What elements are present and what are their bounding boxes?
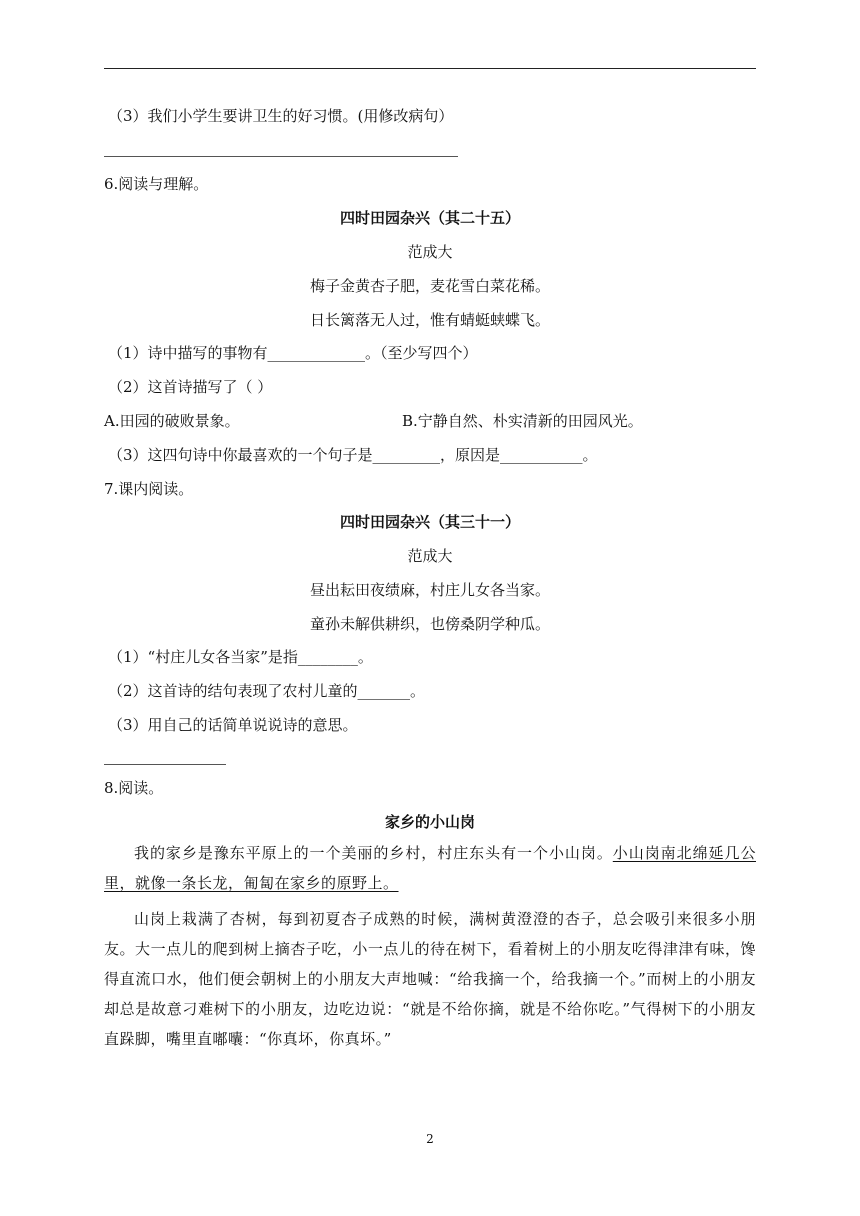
- q6-item-3: （3）这四句诗中你最喜欢的一个句子是_________，原因是___________。: [108, 446, 598, 464]
- q8-heading: 8.阅读。: [104, 779, 164, 797]
- q6-item-1: （1）诗中描写的事物有_____________。（至少写四个）: [108, 344, 478, 362]
- q7-poem-line-2: 童孙未解供耕织，也傍桑阴学种瓜。: [309, 615, 550, 633]
- q7-poem-line-1: 昼出耘田夜绩麻，村庄儿女各当家。: [309, 581, 550, 599]
- q6-heading: 6.阅读与理解。: [104, 175, 209, 193]
- q6-poem-line-1: 梅子金黄杏子肥，麦花雪白菜花稀。: [309, 277, 550, 295]
- page-number: 2: [426, 1132, 434, 1146]
- q8-underlined-sentence: 小山岗南北绵延几公里，就像一条长龙，匍匐在家乡的原野上。: [104, 844, 756, 892]
- q8-paragraph-1: [104, 838, 756, 898]
- q8-paragraph-1-text: 我的家乡是豫东平原上的一个美丽的乡村，村庄东头有一个小山岗。: [134, 844, 613, 862]
- q7-heading: 7.课内阅读。: [104, 480, 194, 498]
- q8-paragraph-2: 山岗上栽满了杏树，每到初夏杏子成熟的时候，满树黄澄澄的杏子，总会吸引来很多小朋友。大一点儿的爬到树上摘杏子吃，小一点儿的待在树下，看着树上的小朋友吃得津津有味，馋得直流口水，他们便会朝树上的小朋友大声地喊：“给我摘一个，给我摘一个。”而树上的小朋友却总是故意刁难树下的小朋友，边吃边说：“就是不给你摘，就是不给你吃。”气得树下的小朋友直跺脚，嘴里直嘟囔：“你真坏，你真坏。”: [104, 910, 756, 1048]
- q7-item-3: （3）用自己的话简单说说诗的意思。: [108, 716, 358, 734]
- q7-poem-title: 四时田园杂兴（其三十一）: [339, 513, 520, 531]
- q5-item-3: （3）我们小学生要讲卫生的好习惯。(用修改病句）: [108, 107, 454, 125]
- answer-blank-line: [104, 764, 226, 765]
- answer-blank-line: [104, 156, 458, 157]
- q6-poem-author: 范成大: [407, 243, 453, 261]
- q7-item-2: （2）这首诗的结句表现了农村儿童的_______。: [108, 682, 426, 700]
- q6-option-a: A.田园的破败景象。: [104, 412, 240, 430]
- header-rule: [104, 68, 756, 69]
- q7-item-1: （1）“村庄儿女各当家”是指________。: [108, 648, 373, 666]
- q8-article-title: 家乡的小山岗: [384, 813, 475, 831]
- q6-poem-title: 四时田园杂兴（其二十五）: [339, 209, 520, 227]
- q7-poem-author: 范成大: [407, 547, 453, 565]
- q6-item-2: （2）这首诗描写了（ ）: [108, 378, 273, 396]
- q6-option-b: B.宁静自然、朴实清新的田园风光。: [402, 412, 643, 430]
- q6-poem-line-2: 日长篱落无人过，惟有蜻蜓蛱蝶飞。: [309, 311, 550, 329]
